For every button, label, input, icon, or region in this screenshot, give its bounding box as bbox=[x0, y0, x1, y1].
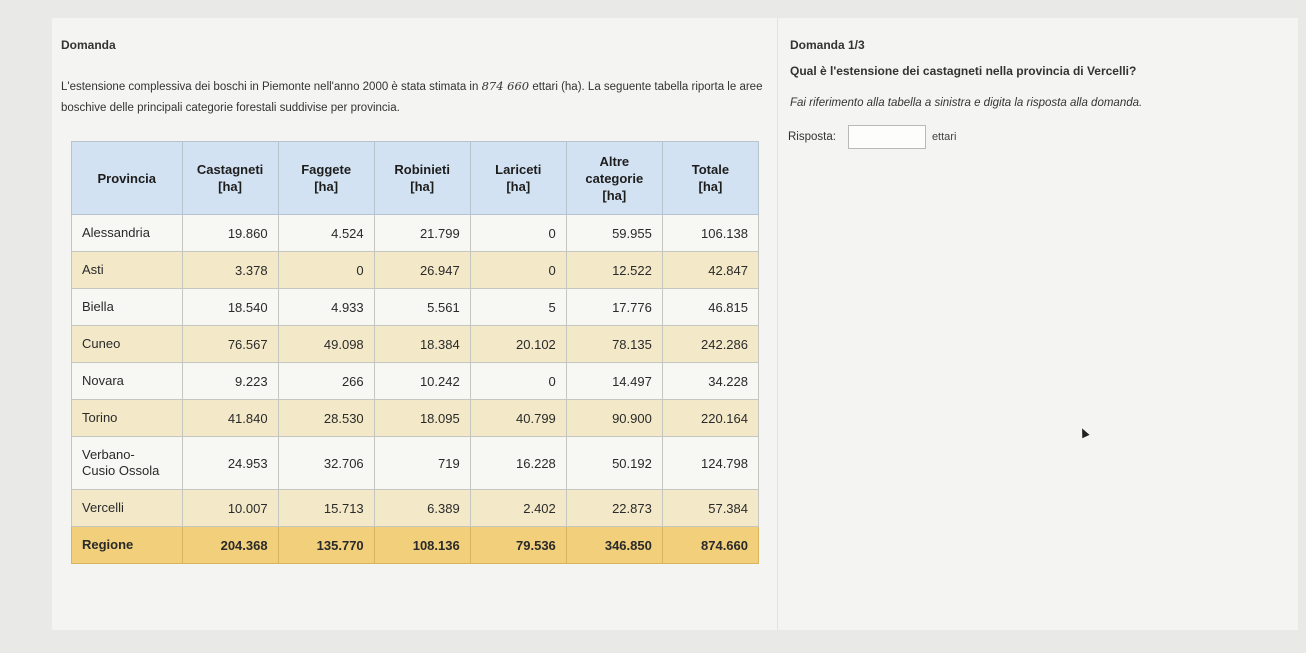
cell-lariceti: 2.402 bbox=[470, 490, 566, 527]
question-text: Qual è l'estensione dei castagneti nella provincia di Vercelli? bbox=[790, 64, 1137, 78]
table-row bbox=[72, 289, 759, 326]
cell-lariceti: 79.536 bbox=[470, 527, 566, 564]
header-altre-categorie: Altre categorie [ha] bbox=[566, 142, 662, 215]
intro-text bbox=[61, 76, 771, 119]
cell-lariceti: 0 bbox=[470, 215, 566, 252]
cell-totale: 124.798 bbox=[662, 437, 758, 490]
cell-totale: 46.815 bbox=[662, 289, 758, 326]
question-counter: Domanda 1/3 bbox=[790, 38, 865, 52]
header-provincia: Provincia bbox=[72, 142, 183, 215]
table-row bbox=[72, 437, 759, 490]
cell-provincia: Vercelli bbox=[72, 490, 183, 527]
cell-provincia: Alessandria bbox=[72, 215, 183, 252]
cell-totale: 57.384 bbox=[662, 490, 758, 527]
cell-altre: 50.192 bbox=[566, 437, 662, 490]
cell-castagneti: 10.007 bbox=[182, 490, 278, 527]
intro-text-part1: L'estensione complessiva dei boschi in Piemonte nell'anno 2000 è stata stimata in bbox=[61, 81, 482, 93]
cell-totale: 220.164 bbox=[662, 400, 758, 437]
intro-text-part2: ettari (ha). La seguente tabella riporta le aree boschive delle principali categorie forestali suddivise per provincia. bbox=[61, 81, 763, 114]
cell-castagneti: 41.840 bbox=[182, 400, 278, 437]
answer-input[interactable] bbox=[848, 125, 926, 149]
cell-robinieti: 21.799 bbox=[374, 215, 470, 252]
cell-robinieti: 18.384 bbox=[374, 326, 470, 363]
cell-robinieti: 26.947 bbox=[374, 252, 470, 289]
cell-faggete: 28.530 bbox=[278, 400, 374, 437]
cell-robinieti: 10.242 bbox=[374, 363, 470, 400]
table-total-row bbox=[72, 527, 759, 564]
cell-lariceti: 0 bbox=[470, 252, 566, 289]
cell-robinieti: 5.561 bbox=[374, 289, 470, 326]
header-lariceti: Lariceti [ha] bbox=[470, 142, 566, 215]
cell-altre: 78.135 bbox=[566, 326, 662, 363]
cell-totale: 106.138 bbox=[662, 215, 758, 252]
cell-altre: 14.497 bbox=[566, 363, 662, 400]
cell-altre: 12.522 bbox=[566, 252, 662, 289]
cell-castagneti: 76.567 bbox=[182, 326, 278, 363]
table-header-row bbox=[72, 142, 759, 215]
cell-lariceti: 0 bbox=[470, 363, 566, 400]
cell-altre: 17.776 bbox=[566, 289, 662, 326]
cell-faggete: 266 bbox=[278, 363, 374, 400]
table-row bbox=[72, 490, 759, 527]
cell-totale: 34.228 bbox=[662, 363, 758, 400]
screen bbox=[52, 18, 1298, 630]
table-row bbox=[72, 363, 759, 400]
answer-unit: ettari bbox=[931, 131, 957, 143]
forest-area-table bbox=[71, 141, 759, 564]
cell-altre: 90.900 bbox=[566, 400, 662, 437]
cell-faggete: 4.524 bbox=[278, 215, 374, 252]
cell-provincia: Regione bbox=[72, 527, 183, 564]
cell-robinieti: 108.136 bbox=[374, 527, 470, 564]
header-faggete: Faggete [ha] bbox=[278, 142, 374, 215]
cell-faggete: 0 bbox=[278, 252, 374, 289]
header-robinieti: Robinieti [ha] bbox=[374, 142, 470, 215]
cell-provincia: Cuneo bbox=[72, 326, 183, 363]
cell-castagneti: 9.223 bbox=[182, 363, 278, 400]
intro-total-number: 874 660 bbox=[481, 79, 530, 93]
cell-castagneti: 24.953 bbox=[182, 437, 278, 490]
cell-totale: 874.660 bbox=[662, 527, 758, 564]
cell-provincia: Verbano- Cusio Ossola bbox=[72, 437, 183, 490]
table-row bbox=[72, 400, 759, 437]
question-hint: Fai riferimento alla tabella a sinistra e digita la risposta alla domanda. bbox=[790, 97, 1143, 109]
question-context-panel bbox=[52, 18, 777, 630]
cell-altre: 59.955 bbox=[566, 215, 662, 252]
cell-provincia: Torino bbox=[72, 400, 183, 437]
cell-faggete: 49.098 bbox=[278, 326, 374, 363]
cell-faggete: 135.770 bbox=[278, 527, 374, 564]
header-castagneti: Castagneti [ha] bbox=[182, 142, 278, 215]
cell-provincia: Biella bbox=[72, 289, 183, 326]
header-totale: Totale [ha] bbox=[662, 142, 758, 215]
table-row bbox=[72, 326, 759, 363]
answer-label: Risposta: bbox=[788, 131, 836, 143]
table-row bbox=[72, 252, 759, 289]
cell-faggete: 4.933 bbox=[278, 289, 374, 326]
cell-robinieti: 6.389 bbox=[374, 490, 470, 527]
cell-robinieti: 719 bbox=[374, 437, 470, 490]
cell-totale: 242.286 bbox=[662, 326, 758, 363]
question-panel bbox=[788, 18, 1298, 630]
cell-altre: 346.850 bbox=[566, 527, 662, 564]
cell-totale: 42.847 bbox=[662, 252, 758, 289]
cell-castagneti: 204.368 bbox=[182, 527, 278, 564]
answer-row bbox=[788, 125, 956, 149]
cell-robinieti: 18.095 bbox=[374, 400, 470, 437]
table-row bbox=[72, 215, 759, 252]
cell-provincia: Asti bbox=[72, 252, 183, 289]
cell-lariceti: 16.228 bbox=[470, 437, 566, 490]
cell-castagneti: 19.860 bbox=[182, 215, 278, 252]
context-title: Domanda bbox=[61, 38, 116, 52]
cell-castagneti: 18.540 bbox=[182, 289, 278, 326]
cell-lariceti: 5 bbox=[470, 289, 566, 326]
panel-divider bbox=[777, 18, 778, 630]
cell-castagneti: 3.378 bbox=[182, 252, 278, 289]
cell-altre: 22.873 bbox=[566, 490, 662, 527]
cell-provincia: Novara bbox=[72, 363, 183, 400]
cell-faggete: 15.713 bbox=[278, 490, 374, 527]
cell-lariceti: 20.102 bbox=[470, 326, 566, 363]
cell-lariceti: 40.799 bbox=[470, 400, 566, 437]
cell-faggete: 32.706 bbox=[278, 437, 374, 490]
